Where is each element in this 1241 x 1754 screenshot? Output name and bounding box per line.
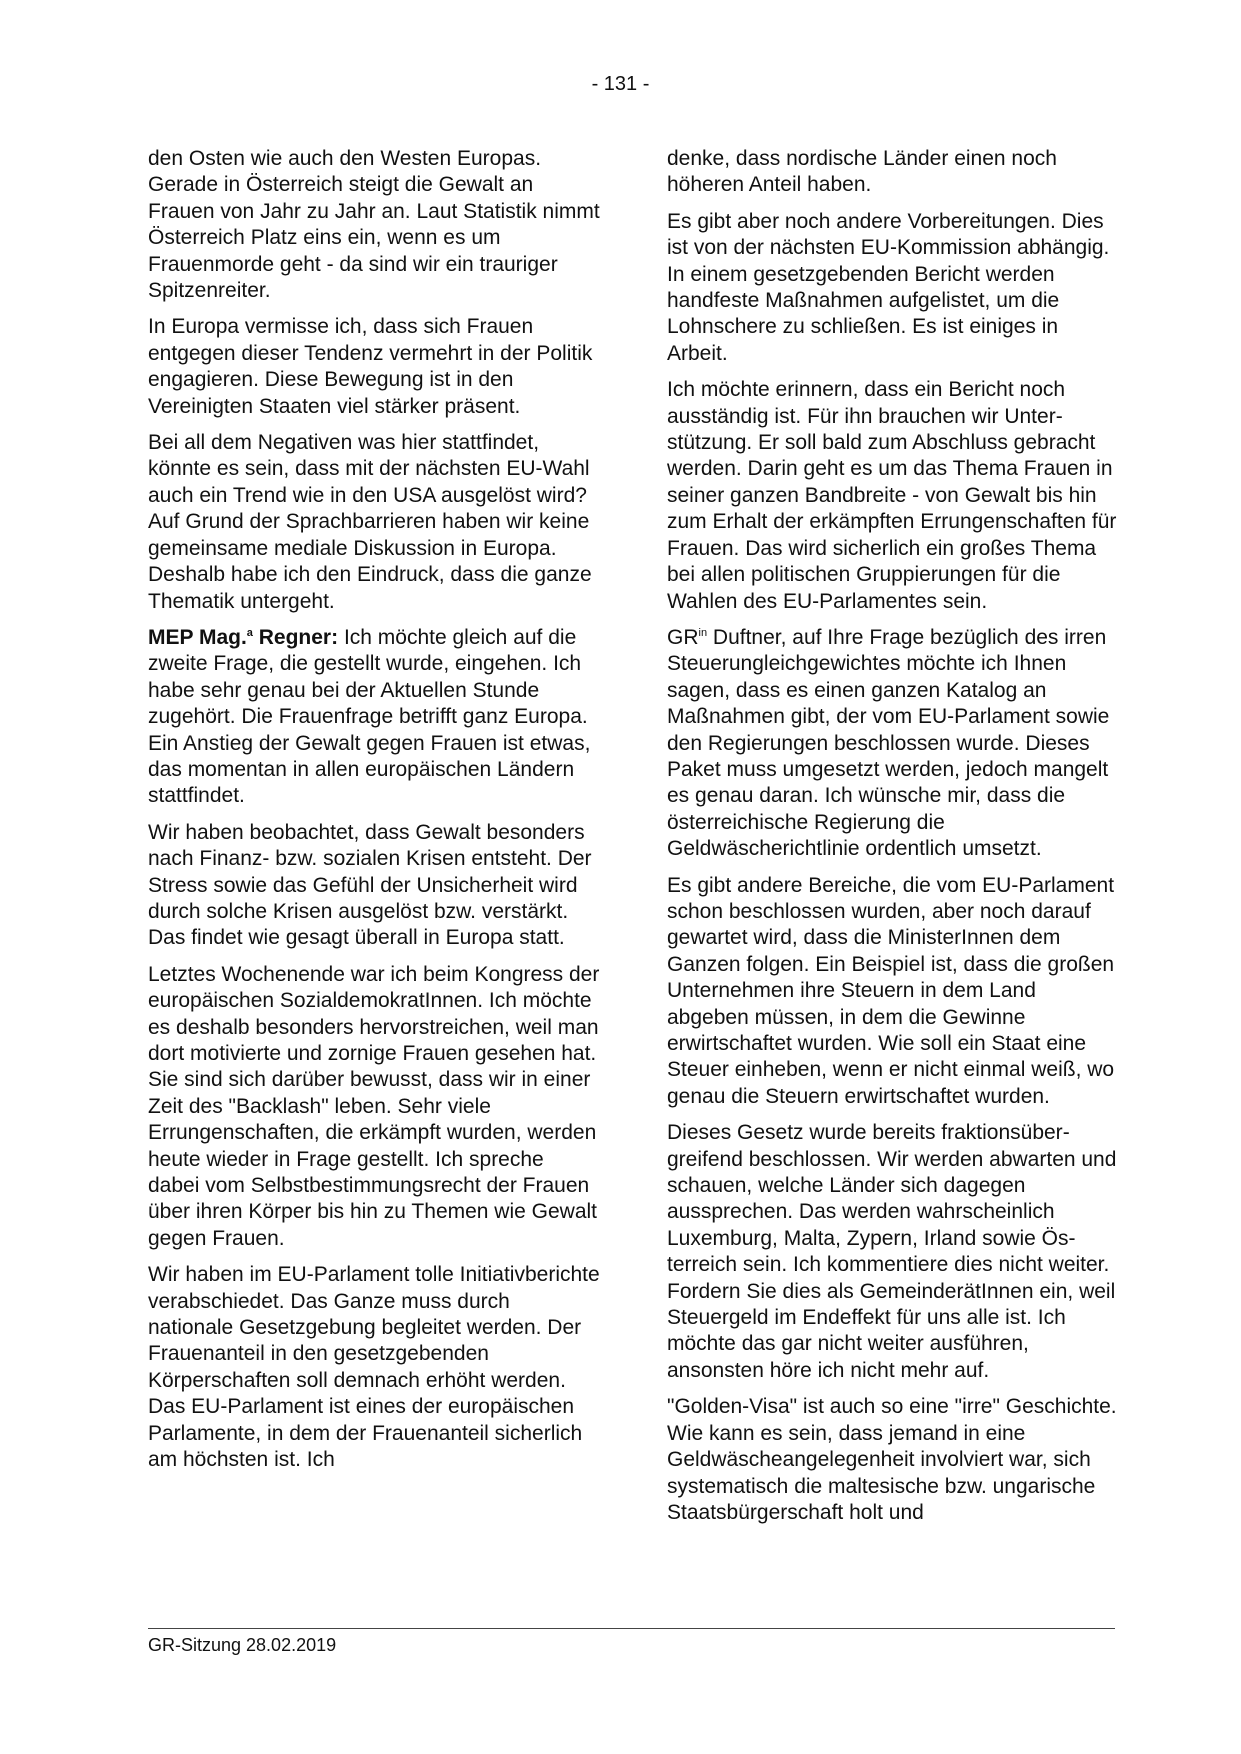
paragraph: "Golden-Visa" ist auch so eine "irre" Geschichte. Wie kann es sein, dass jemand in eine Geldwäscheangelegenheit involviert war, sich systematisch die maltesische bzw. ungarische Staatsbürgerschaft holt und: [667, 1395, 1117, 1524]
paragraph: Letztes Wochenende war ich beim Kongress der europäischen SozialdemokratInnen. Ich möchte es deshalb besonders hervorstreichen, weil man dort motivierte und zornige Frauen gesehen hat. Sie sind sich darüber bewusst, dass wir in einer Zeit des "Backlash" leben. Sehr viele Errungenschaften, die erkämpft wurden, werden heute wieder in Frage gestellt. Ich spreche dabei vom Selbstbestimmungsrecht der Frauen über ihren Körper bis hin zu Themen wie Gewalt gegen Frauen.: [148, 962, 600, 1250]
paragraph: den Osten wie auch den Westen Europas. Gerade in Österreich steigt die Gewalt an Frauen von Jahr zu Jahr an. Laut Statistik nimmt Österreich Platz eins ein, wenn es um Frauenmorde geht - da sind wir ein trauriger Spitzenreiter.: [148, 147, 600, 303]
speech-text: Ich möchte gleich auf die zweite Frage, die gestellt wurde, eingehen. Ich habe sehr genau bei der Aktuellen Stunde zugehört. Die Frauenfrage betrifft ganz Europa. Ein Anstieg der Gewalt gegen Frauen ist etwas, das momentan in allen europäischen Ländern stattfindet.: [148, 625, 591, 808]
footer-session-date: GR-Sitzung 28.02.2019: [148, 1635, 337, 1655]
paragraph: Es gibt andere Bereiche, die vom EU-Parlament schon beschlossen wurden, aber noch darauf gewartet wird, dass die MinisterInnen dem Ganzen folgen. Ein Beispiel ist, dass die großen Unternehmen ihre Steuern in dem Land abgeben müssen, in dem die Gewinne erwirtschaftet wurden. Wie soll ein Staat eine Steuer einheben, wenn er nicht einmal weiß, wo genau die Steuern erwirtschaftet wurden.: [667, 873, 1115, 1108]
paragraph: Es gibt aber noch andere Vorbereitungen. Dies ist von der nächsten EU-Kommission abhängig. In einem gesetzgebenden Bericht werden handfeste Maßnahmen aufgelistet, um die Lohnschere zu schließen. Es ist einiges in Arbeit.: [667, 209, 1110, 365]
footer-divider: [148, 1628, 1115, 1629]
paragraph: Wir haben im EU-Parlament tolle Initiativberichte verabschiedet. Das Ganze muss durch nationale Gesetzgebung begleitet werden. Der Frauenanteil in den gesetzgebenden Körperschaften soll demnach erhöht werden. Das EU-Parlament ist eines der europäischen Parlamente, in dem der Frauenanteil sicherlich am höchsten ist. Ich: [148, 1263, 600, 1472]
paragraph: Bei all dem Negativen was hier stattfindet, könnte es sein, dass mit der nächsten EU-Wahl auch ein Trend wie in den USA ausgelöst wird? Auf Grund der Sprachbarrieren haben wir keine gemeinsame mediale Diskussion in Europa. Deshalb habe ich den Eindruck, dass die ganze Thematik untergeht.: [148, 431, 592, 613]
title-gr-sup: in: [698, 626, 708, 639]
title-gr: GR: [667, 625, 699, 649]
paragraph: In Europa vermisse ich, dass sich Frauen entgegen dieser Tendenz vermehrt in der Politik engagieren. Diese Bewegung ist in den Vereinigten Staaten viel stärker präsent.: [148, 315, 593, 418]
paragraph: Wir haben beobachtet, dass Gewalt besonders nach Finanz- bzw. sozialen Krisen entsteht. Der Stress sowie das Gefühl der Unsicherheit wird durch solche Krisen ausgelöst bzw. verstärkt. Das findet wie gesagt überall in Europa statt.: [148, 820, 592, 950]
paragraph-duftner: $GR^{in}$ Duftner, auf Ihre Frage bezüglich des irren Steuerungleichgewichtes möchte ich Ihnen sagen, dass es einen ganzen Katalog an Maßnahmen gibt, der vom EU-Parlament sowie den Regierungen beschlossen wurde. Dieses Paket muss umgesetzt werden, jedoch mangelt es genau daran. Ich wünsche mir, dass die österreichische Regierung die Geldwäscherichtlinie ordentlich umsetzt.: [667, 625, 1110, 861]
speaker-name: MEP Mag.$^a$ Regner:: [148, 625, 339, 649]
paragraph: Dieses Gesetz wurde bereits fraktionsübergreifend beschlossen. Wir werden abwarten und schauen, welche Länder sich dagegen aussprechen. Das werden wahrscheinlich Luxemburg, Malta, Zypern, Irland sowie Österreich sein. Ich kommentiere dies nicht weiter. Fordern Sie dies als GemeinderätInnen ein, weil Steuergeld im Endeffekt für uns alle ist. Ich möchte das gar nicht weiter ausführen, ansonsten höre ich nicht mehr auf.: [667, 1121, 1117, 1382]
paragraph-speaker-regner: [148, 625, 600, 810]
paragraph: denke, dass nordische Länder einen noch höheren Anteil haben.: [667, 147, 1057, 197]
left-column: [148, 146, 600, 1484]
paragraph: Ich möchte erinnern, dass ein Bericht noch ausständig ist. Für ihn brauchen wir Unterstützung. Er soll bald zum Abschluss gebracht werden. Darin geht es um das Thema Frauen in seiner ganzen Bandbreite - von Gewalt bis hin zum Erhalt der erkämpften Errungenschaften für Frauen. Das wird sicherlich ein großes Thema bei allen politischen Gruppierungen für die Wahlen des EU-Parlamentes sein.: [667, 378, 1117, 613]
right-column: [667, 146, 1119, 1536]
page-number: - 131 -: [591, 73, 650, 95]
